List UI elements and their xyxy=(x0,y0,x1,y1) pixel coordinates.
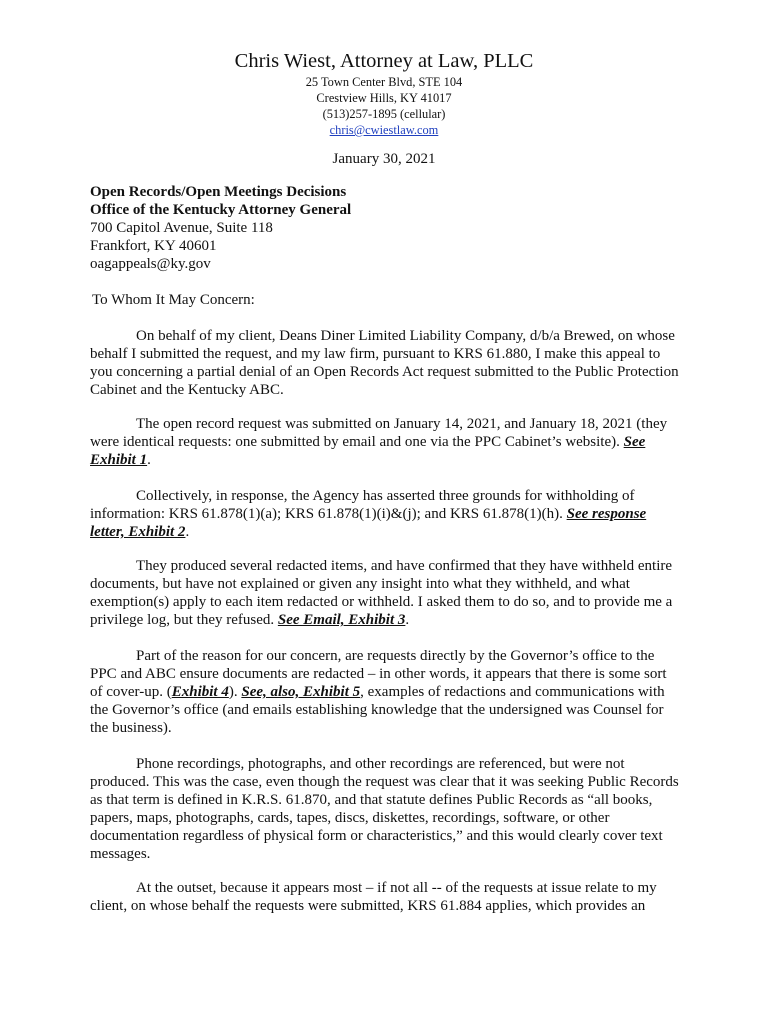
paragraph-7 xyxy=(90,879,680,915)
paragraph-2 xyxy=(90,415,680,469)
paragraph-1-text: On behalf of my client, Deans Diner Limited Liability Company, d/b/a Brewed, on whose behalf I submitted the request, and my law firm, pursuant to KRS 61.880, I make this appeal to you concerning a partial denial of an Open Records Act request submitted to the Public Protection Cabinet and the Kentucky ABC. xyxy=(90,328,679,398)
letter-date: January 30, 2021 xyxy=(332,151,436,167)
exhibit-1-ref: See Exhibit 1 xyxy=(90,434,646,468)
exhibit-3-ref: See Email, Exhibit 3 xyxy=(277,612,406,628)
salutation: To Whom It May Concern: xyxy=(92,292,255,308)
exhibit-5-ref: See, also, Exhibit 5 xyxy=(241,684,361,700)
exhibit-2-ref: See response letter, Exhibit 2 xyxy=(90,506,647,540)
recipient-line-3: 700 Capitol Avenue, Suite 118 xyxy=(90,220,273,236)
recipient-line-2: Office of the Kentucky Attorney General xyxy=(90,202,352,218)
paragraph-2-end: . xyxy=(147,452,151,468)
recipient-line-1: Open Records/Open Meetings Decisions xyxy=(90,184,347,200)
paragraph-3-text: Collectively, in response, the Agency has asserted three grounds for withholding of information: KRS 61.878(1)(a); KRS 61.878(1)(i)&(j); and KRS 61.878(1)(h). xyxy=(90,488,635,522)
paragraph-1 xyxy=(90,327,680,399)
recipient-email: oagappeals@ky.gov xyxy=(90,256,211,272)
firm-street: 25 Town Center Blvd, STE 104 xyxy=(305,75,463,89)
paragraph-6 xyxy=(90,755,680,863)
paragraph-4-end: . xyxy=(405,612,410,628)
exhibit-4-ref: Exhibit 4 xyxy=(171,684,229,700)
paragraph-3-end: . xyxy=(185,524,190,540)
paragraph-5-end: , examples of redactions and communications with the Governor’s office (and emails establishing knowledge that the undersigned was Counsel for the business). xyxy=(90,684,665,736)
paragraph-5-mid: ). xyxy=(228,684,242,700)
paragraph-6-text: Phone recordings, photographs, and other recordings are referenced, but were not produced. This was the case, even though the request was clear that it was seeking Public Records as that term is defined in K.R.S. 61.870, and that statute defines Public Records as “all books, papers, maps, photographs, cards, tapes, discs, diskettes, recordings, software, or other documentation regardless of physical form or characteristics,” and this would clearly cover text messages. xyxy=(90,756,679,862)
paragraph-5 xyxy=(90,647,680,737)
paragraph-3 xyxy=(90,487,680,541)
firm-city: Crestview Hills, KY 41017 xyxy=(316,91,452,105)
paragraph-4-text: They produced several redacted items, and have confirmed that they have withheld entire documents, but have not explained or given any insight into what they withheld, and what exemption(s) apply to each item redacted or withheld. I asked them to do so, and to provide me a privilege log, but they refused. xyxy=(90,558,673,628)
paragraph-4 xyxy=(90,557,680,629)
letterhead xyxy=(0,48,768,138)
firm-name: Chris Wiest, Attorney at Law, PLLC xyxy=(234,50,534,72)
paragraph-7-text: At the outset, because it appears most – if not all -- of the requests at issue relate to my client, on whose behalf the requests were submitted, KRS 61.884 applies, which provides an xyxy=(90,880,657,914)
firm-email-link[interactable]: chris@cwiestlaw.com xyxy=(329,123,439,137)
recipient-address xyxy=(90,183,690,273)
firm-phone: (513)257-1895 (cellular) xyxy=(322,107,446,121)
paragraph-5-text: Part of the reason for our concern, are requests directly by the Governor’s office to the PPC and ABC ensure documents are redacted – in other words, it appears that there is some sort of cover-up. ( xyxy=(90,648,667,700)
recipient-line-4: Frankfort, KY 40601 xyxy=(90,238,217,254)
paragraph-2-text: The open record request was submitted on January 14, 2021, and January 18, 2021 (they were identical requests: one submitted by email and one via the PPC Cabinet’s website). xyxy=(90,416,668,450)
